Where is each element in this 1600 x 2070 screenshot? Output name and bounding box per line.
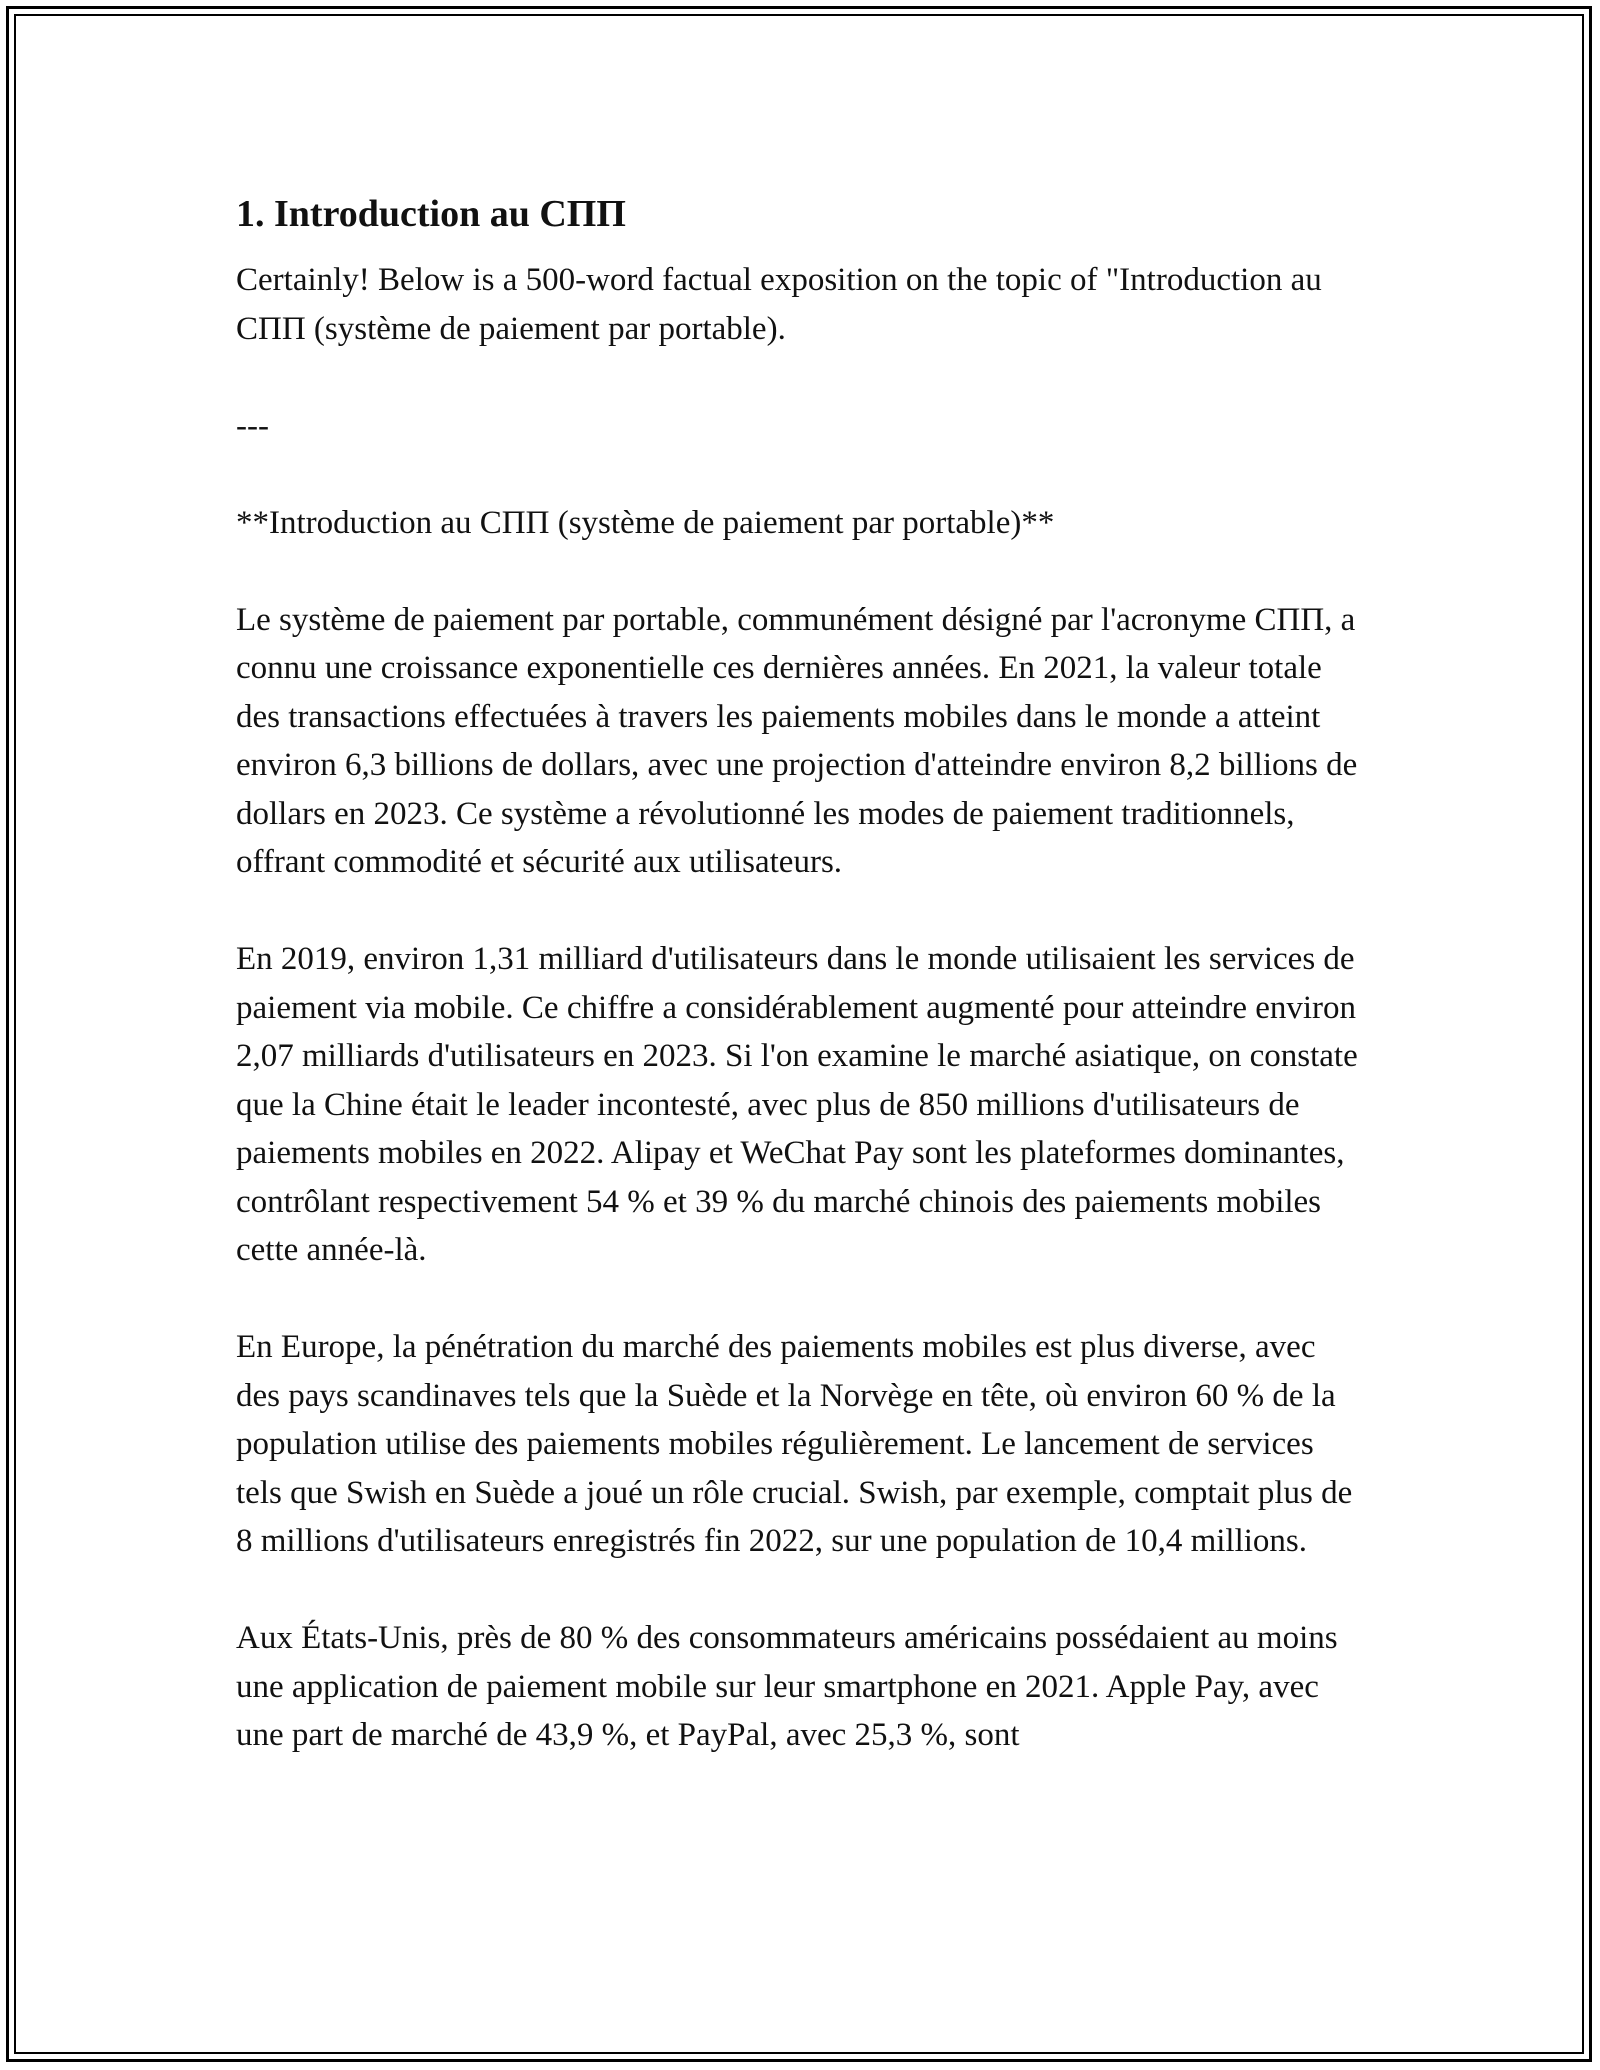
paragraph-intro: Certainly! Below is a 500-word factual exposition on the topic of "Introduction au СПП (système de paiement par portable). [236,262,1322,347]
section-heading: 1. Introduction au СПП [236,193,626,235]
paragraph-usa: Aux États-Unis, près de 80 % des consommateurs américains possédaient au moins une application de paiement mobile sur leur smartphone en 2021. Apple Pay, avec une part de marché de 43,9 %, et PayPal, avec 25,3 %, sont [236,1620,1338,1753]
paragraph-growth: Le système de paiement par portable, communément désigné par l'acronyme СПП, a connu une croissance exponentielle ces dernières années. En 2021, la valeur totale des transactions effectuées à travers les paiements mobiles dans le monde a atteint environ 6,3 billions de dollars, avec une projection d'atteindre environ 8,2 billions de dollars en 2023. Ce système a révolutionné les modes de paiement traditionnels, offrant commodité et sécurité aux utilisateurs. [236,601,1358,880]
paragraph-users: En 2019, environ 1,31 milliard d'utilisateurs dans le monde utilisaient les services de paiement via mobile. Ce chiffre a considérablement augmenté pour atteindre environ 2,07 milliards d'utilisateurs en 2023. Si l'on examine le marché asiatique, on constate que la Chine était le leader incontesté, avec plus de 850 millions d'utilisateurs de paiements mobiles en 2022. Alipay et WeChat Pay sont les plateformes dominantes, contrôlant respectivement 54 % et 39 % du marché chinois des paiements mobiles cette année-là. [236,941,1358,1268]
document-body [236,186,1366,1808]
paragraph-bold-heading: **Introduction au СПП (système de paiement par portable)** [236,504,1055,541]
paragraph-separator: --- [236,407,269,444]
paragraph-europe: En Europe, la pénétration du marché des paiements mobiles est plus diverse, avec des pays scandinaves tels que la Suède et la Norvège en tête, où environ 60 % de la population utilise des paiements mobiles régulièrement. Le lancement de services tels que Swish en Suède a joué un rôle crucial. Swish, par exemple, comptait plus de 8 millions d'utilisateurs enregistrés fin 2022, sur une population de 10,4 millions. [236,1329,1353,1559]
